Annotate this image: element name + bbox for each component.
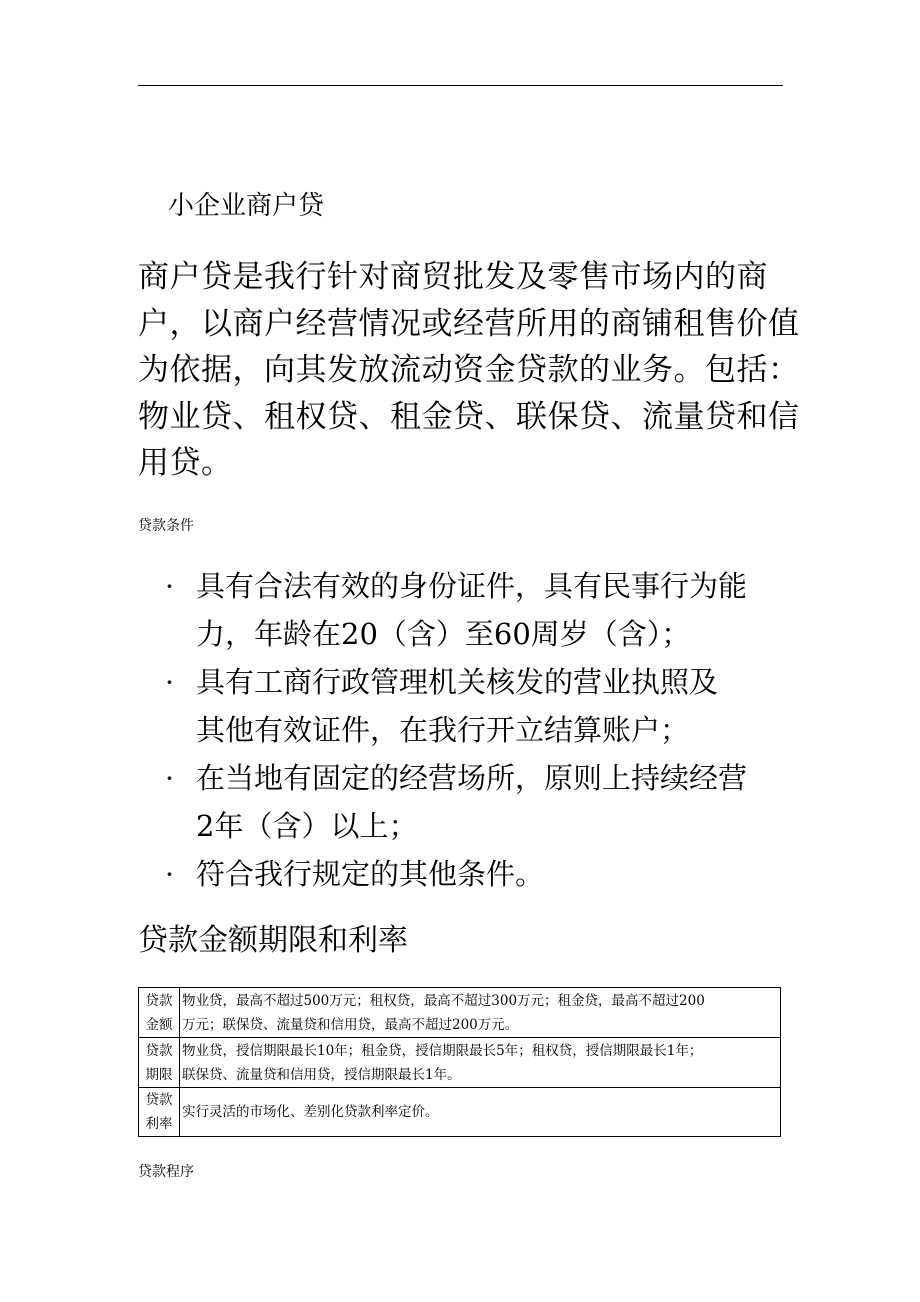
row-content-cell bbox=[180, 988, 781, 1038]
table-row bbox=[139, 988, 781, 1038]
row-label: 利率 bbox=[145, 1116, 173, 1132]
condition-item bbox=[164, 562, 804, 658]
row-content: 联保贷、流量贷和信用贷，授信期限最长1年。 bbox=[182, 1066, 461, 1083]
row-label: 期限 bbox=[145, 1066, 173, 1083]
row-label: 贷款 bbox=[145, 1042, 173, 1059]
row-content: 实行灵活的市场化、差别化贷款利率定价。 bbox=[182, 1104, 439, 1120]
conditions-heading: 贷款条件 bbox=[138, 518, 194, 534]
conditions-list bbox=[164, 562, 804, 898]
bullet-icon: · bbox=[166, 670, 173, 694]
row-content: 物业贷，授信期限最长10年；租金贷，授信期限最长5年；租权贷，授信期限最长1年； bbox=[182, 1042, 703, 1059]
condition-line: 2年（含）以上； bbox=[196, 809, 418, 843]
intro-line: 商户贷是我行针对商贸批发及零售市场内的商 bbox=[138, 259, 768, 295]
amount-section-heading: 贷款金额期限和利率 bbox=[138, 923, 408, 958]
condition-line: 其他有效证件，在我行开立结算账户； bbox=[196, 713, 690, 747]
intro-line: 为依据，向其发放流动资金贷款的业务。包括： bbox=[138, 352, 800, 388]
row-label-cell bbox=[139, 1038, 180, 1088]
bullet-icon: · bbox=[166, 574, 173, 598]
row-content: 物业贷，最高不超过500万元；租权贷，最高不超过300万元；租金贷，最高不超过200 bbox=[182, 992, 705, 1009]
intro-line: 户，以商户经营情况或经营所用的商铺租售价值 bbox=[138, 305, 800, 342]
condition-line: 在当地有固定的经营场所，原则上持续经营 bbox=[196, 761, 748, 795]
condition-line: 具有合法有效的身份证件，具有民事行为能 bbox=[196, 569, 748, 603]
condition-item bbox=[164, 850, 804, 898]
row-label-cell bbox=[139, 1088, 180, 1137]
intro-paragraph bbox=[138, 254, 800, 487]
condition-line: 力，年龄在20（含）至60周岁（含）； bbox=[196, 617, 691, 651]
header-rule bbox=[138, 85, 783, 86]
condition-item bbox=[164, 658, 804, 754]
table-row bbox=[139, 1088, 781, 1137]
loan-terms-table bbox=[138, 987, 781, 1137]
condition-line: 符合我行规定的其他条件。 bbox=[196, 857, 545, 891]
bullet-icon: · bbox=[166, 766, 173, 790]
row-content: 万元；联保贷、流量贷和信用贷，最高不超过200万元。 bbox=[182, 1016, 519, 1033]
row-content-cell bbox=[180, 1038, 781, 1088]
condition-line: 具有工商行政管理机关核发的营业执照及 bbox=[196, 665, 719, 699]
page-title: 小企业商户贷 bbox=[168, 191, 325, 221]
procedure-heading: 贷款程序 bbox=[138, 1164, 194, 1180]
intro-line: 物业贷、租权贷、租金贷、联保贷、流量贷和信 bbox=[138, 398, 800, 435]
row-content-cell bbox=[180, 1088, 781, 1137]
intro-line: 用贷。 bbox=[138, 445, 233, 481]
row-label: 贷款 bbox=[145, 992, 173, 1009]
row-label: 金额 bbox=[145, 1016, 173, 1033]
bullet-icon: · bbox=[166, 862, 173, 886]
condition-item bbox=[164, 754, 804, 850]
table-row bbox=[139, 1038, 781, 1088]
row-label: 贷款 bbox=[145, 1092, 173, 1108]
row-label-cell bbox=[139, 988, 180, 1038]
